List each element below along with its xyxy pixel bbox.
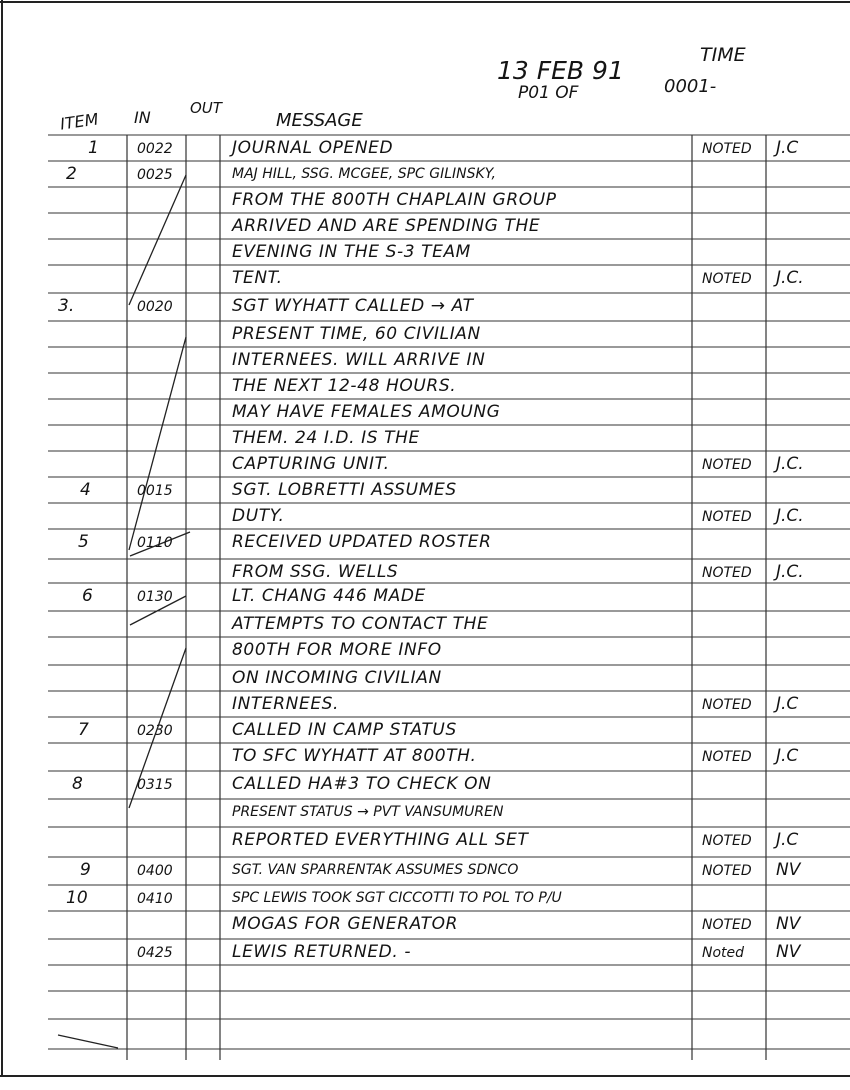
time-value: 0001- xyxy=(664,76,717,97)
entry-noted: NOTED xyxy=(702,565,752,581)
entry-message-line: FROM SSG. WELLS xyxy=(232,562,399,582)
entry-item-number: 6 xyxy=(82,586,93,606)
entry-time: 0400 xyxy=(137,863,173,879)
entry-initials: J.C xyxy=(776,746,799,766)
page-number: P01 OF xyxy=(518,83,579,103)
entry-time: 0425 xyxy=(137,945,173,961)
column-header-message: MESSAGE xyxy=(276,110,363,131)
entry-time: 0015 xyxy=(137,483,173,499)
entry-item-number: 8 xyxy=(72,774,83,794)
entry-time: 0130 xyxy=(137,589,173,605)
entry-item-number: 3. xyxy=(58,296,75,316)
entry-message-line: CALLED HA#3 TO CHECK ON xyxy=(232,774,492,794)
entry-message-line: 800TH FOR MORE INFO xyxy=(232,640,442,660)
entry-noted: NOTED xyxy=(702,833,752,849)
entry-item-number: 9 xyxy=(80,860,91,880)
entry-message-line: FROM THE 800TH CHAPLAIN GROUP xyxy=(232,190,557,210)
entry-noted: Noted xyxy=(702,945,745,961)
entry-message-line: THE NEXT 12-48 HOURS. xyxy=(232,376,457,396)
entry-message-line: JOURNAL OPENED xyxy=(232,138,394,158)
entry-time: 0020 xyxy=(137,299,173,315)
entry-initials: NV xyxy=(776,914,801,934)
entry-message-line: SPC LEWIS TOOK SGT CICCOTTI TO POL TO P/U xyxy=(232,890,562,906)
entry-noted: NOTED xyxy=(702,457,752,473)
entry-time: 0022 xyxy=(137,141,173,157)
entry-time: 0315 xyxy=(137,777,173,793)
entry-item-number: 2 xyxy=(66,164,77,184)
date-header: 13 FEB 91 xyxy=(497,56,624,85)
entry-message-line: CAPTURING UNIT. xyxy=(232,454,390,474)
entry-message-line: THEM. 24 I.D. IS THE xyxy=(232,428,420,448)
pen-stroke xyxy=(58,1035,118,1048)
entry-item-number: 5 xyxy=(78,532,89,552)
entry-message-line: ARRIVED AND ARE SPENDING THE xyxy=(232,216,541,236)
time-label: TIME xyxy=(700,44,746,66)
diagonal-stroke xyxy=(129,175,186,305)
entry-initials: J.C. xyxy=(776,506,804,526)
entry-message-line: RECEIVED UPDATED ROSTER xyxy=(232,532,492,552)
entry-item-number: 1 xyxy=(88,138,99,158)
entry-noted: NOTED xyxy=(702,697,752,713)
entry-message-line: INTERNEES. xyxy=(232,694,340,714)
entry-message-line: ON INCOMING CIVILIAN xyxy=(232,668,442,688)
entry-message-line: CALLED IN CAMP STATUS xyxy=(232,720,457,740)
entry-initials: J.C. xyxy=(776,562,804,582)
entry-initials: J.C. xyxy=(776,268,804,288)
entry-time: 0025 xyxy=(137,167,173,183)
entry-initials: J.C xyxy=(776,830,799,850)
entry-message-line: MOGAS FOR GENERATOR xyxy=(232,914,458,934)
entry-noted: NOTED xyxy=(702,863,752,879)
entry-initials: J.C xyxy=(776,694,799,714)
entry-initials: J.C. xyxy=(776,454,804,474)
entry-initials: NV xyxy=(776,942,801,962)
entry-time: 0230 xyxy=(137,723,173,739)
entry-time: 0410 xyxy=(137,891,173,907)
entry-message-line: LEWIS RETURNED. - xyxy=(232,942,412,962)
entry-message-line: TO SFC WYHATT AT 800TH. xyxy=(232,746,477,766)
column-header-item: ITEM xyxy=(58,109,100,134)
entry-time: 0110 xyxy=(137,535,173,551)
entry-initials: J.C xyxy=(776,138,799,158)
entry-message-line: LT. CHANG 446 MADE xyxy=(232,586,426,606)
entry-item-number: 7 xyxy=(78,720,89,740)
entry-noted: NOTED xyxy=(702,271,752,287)
entry-message-line: MAJ HILL, SSG. MCGEE, SPC GILINSKY, xyxy=(232,166,496,182)
diagonal-stroke xyxy=(129,337,186,550)
entry-message-line: SGT. VAN SPARRENTAK ASSUMES SDNCO xyxy=(232,862,519,878)
entry-message-line: PRESENT TIME, 60 CIVILIAN xyxy=(232,324,481,344)
entry-item-number: 10 xyxy=(66,888,88,908)
column-header-in: IN xyxy=(134,108,151,127)
entry-message-line: SGT. LOBRETTI ASSUMES xyxy=(232,480,457,500)
entry-message-line: MAY HAVE FEMALES AMOUNG xyxy=(232,402,501,422)
entry-message-line: TENT. xyxy=(232,268,283,288)
entry-noted: NOTED xyxy=(702,749,752,765)
entry-noted: NOTED xyxy=(702,141,752,157)
entry-noted: NOTED xyxy=(702,509,752,525)
entry-item-number: 4 xyxy=(80,480,91,500)
entry-message-line: PRESENT STATUS → PVT VANSUMUREN xyxy=(232,804,504,820)
entry-noted: NOTED xyxy=(702,917,752,933)
entry-message-line: EVENING IN THE S-3 TEAM xyxy=(232,242,471,262)
entry-initials: NV xyxy=(776,860,801,880)
entry-message-line: DUTY. xyxy=(232,506,285,526)
entry-message-line: ATTEMPTS TO CONTACT THE xyxy=(232,614,489,634)
entry-message-line: INTERNEES. WILL ARRIVE IN xyxy=(232,350,486,370)
column-header-out: OUT xyxy=(190,99,222,117)
entry-message-line: REPORTED EVERYTHING ALL SET xyxy=(232,830,529,850)
entry-message-line: SGT WYHATT CALLED → AT xyxy=(232,296,474,316)
